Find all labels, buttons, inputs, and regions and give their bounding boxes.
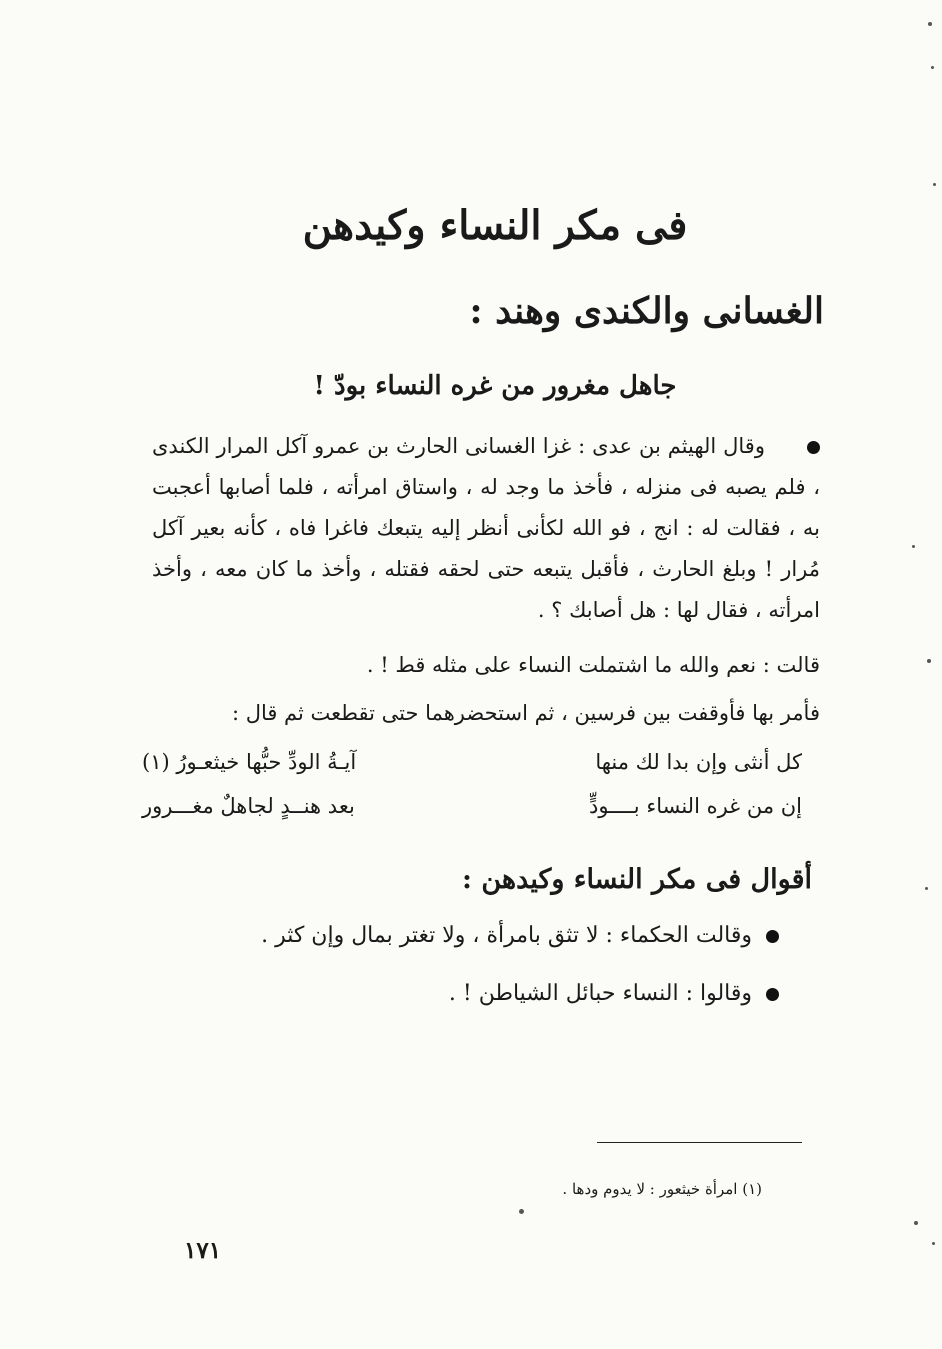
sub-heading: جاهل مغرور من غره النساء بودّ ! <box>313 371 677 401</box>
story-paragraph: قالت : نعم والله ما اشتملت النساء على مثله قط ! . <box>366 653 820 677</box>
second-hemistich: آيـةُ الودِّ حبُّها خيثعـورُ (١) <box>142 750 357 774</box>
scan-speck <box>914 1221 918 1225</box>
scan-speck <box>912 545 915 548</box>
story-paragraph: فأمر بها فأوقفت بين فرسين ، ثم استحضرهما حتى تقطعت ثم قال : <box>231 701 820 725</box>
bullet-icon <box>807 441 820 454</box>
second-hemistich: بعد هنــدٍ لجاهلٌ مغـــرور <box>142 794 355 818</box>
scan-speck <box>932 1242 935 1245</box>
page-number: ١٧١ <box>184 1237 222 1264</box>
poem-verse <box>142 740 802 784</box>
poem-verse <box>142 784 802 828</box>
story-paragraph-text: وقال الهيثم بن عدى : غزا الغسانى الحارث بن عمرو آكل المرار الكندى ، فلم يصبه فى منزله ، فأخذ ما وجد له ، واستاق امرأته ، فلما أصابها أعجبت به ، فقالت له : انج ، فو الله لكأنى أنظر إليه يتبعك فاغرا فاه ، كأنه بعير آكل مُرار ! وبلغ الحارث ، فأقبل يتبعه حتى لحقه فقتله ، وأخذ ما كان معه ، وأخذ امرأته ، فقال لها : هل أصابك ؟ . <box>152 434 820 622</box>
bullet-icon <box>766 930 779 943</box>
saying-text: وقالوا : النساء حبائل الشياطن ! . <box>448 981 752 1006</box>
scan-speck <box>928 22 932 26</box>
first-hemistich: إن من غره النساء بــــودٍّ <box>589 794 802 818</box>
footnote: (١) امرأة خيثعور : لا يدوم ودها . <box>562 1180 762 1198</box>
saying-text: وقالت الحكماء : لا تثق بامرأة ، ولا تغتر بمال وإن كثر . <box>261 923 752 948</box>
saying-item <box>261 916 779 956</box>
scan-speck <box>931 66 934 69</box>
story-paragraph <box>152 426 820 631</box>
footnote-divider <box>597 1142 802 1143</box>
scan-speck <box>519 1209 524 1214</box>
scan-speck <box>933 183 936 186</box>
scan-speck <box>925 887 928 890</box>
sayings-heading: أقوال فى مكر النساء وكيدهن : <box>461 864 812 895</box>
bullet-icon <box>766 988 779 1001</box>
first-hemistich: كل أنثى وإن بدا لك منها <box>595 750 802 774</box>
scan-speck <box>927 659 931 663</box>
saying-item <box>449 974 779 1014</box>
section-heading: الغسانى والكندى وهند : <box>469 290 824 332</box>
chapter-title: فى مكر النساء وكيدهن <box>302 202 688 249</box>
